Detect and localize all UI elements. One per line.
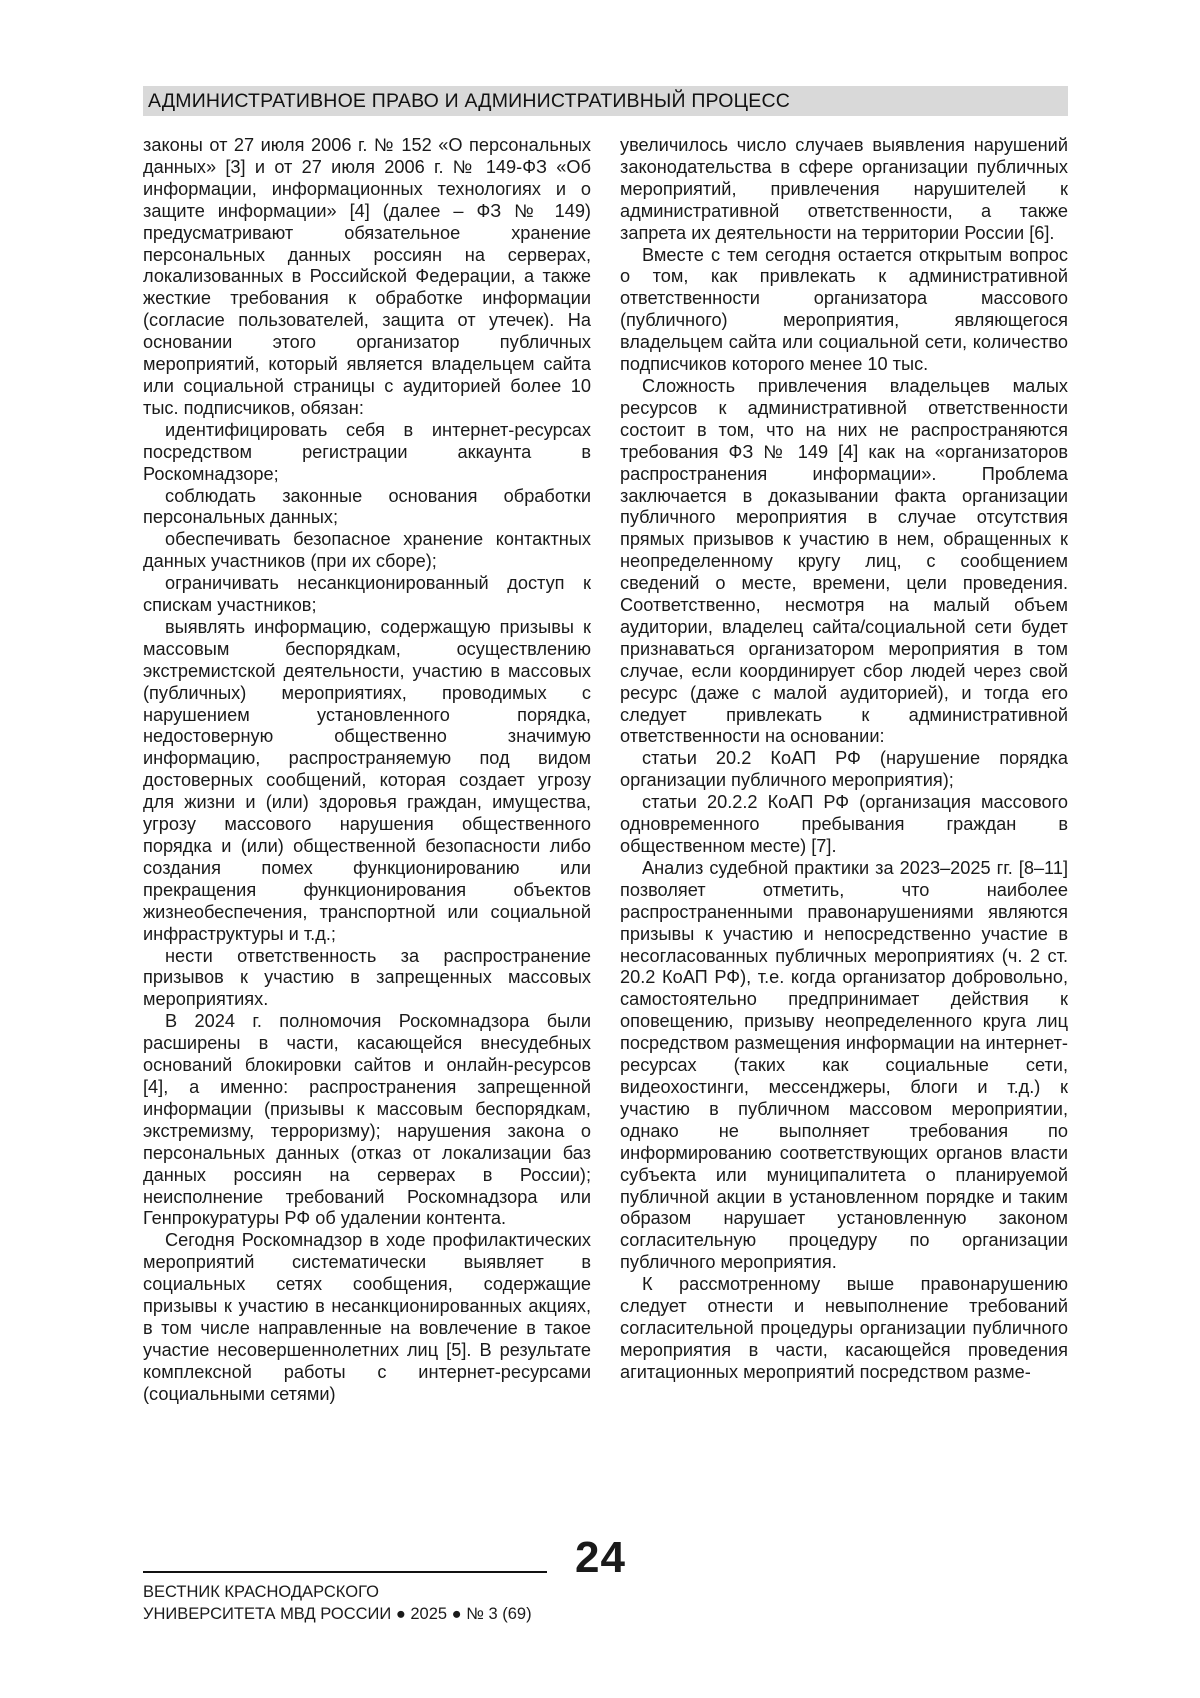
journal-footer: [143, 1581, 532, 1625]
paragraph: Вместе с тем сегодня остается открытым вопрос о том, как привлекать к административной ответственности организатора массового (публичного) мероприятия, являющегося владельцем сайта или социальной сети, количество подписчиков которого менее 10 тыс.: [620, 244, 1068, 375]
paragraph: Сегодня Роскомнадзор в ходе профилактических мероприятий систематически выявляет в социальных сетях сообщения, содержащие призывы к участию в несанкционированных акциях, в том числе направленные на вовлечение в такое участие несовершеннолетних лиц [5]. В результате комплексной работы с интернет-ресурсами (социальными сетями): [143, 1230, 591, 1404]
list-item: обеспечивать безопасное хранение контактных данных участников (при их сборе);: [143, 529, 591, 572]
paragraph: увеличилось число случаев выявления нарушений законодательства в сфере организации публичных мероприятий, привлечения нарушителей к административной ответственности, а также запрета их деятельности на территории России [6].: [620, 135, 1068, 243]
journal-title-line2: УНИВЕРСИТЕТА МВД РОССИИ ● 2025 ● № 3 (69): [143, 1605, 532, 1623]
paragraph: В 2024 г. полномочия Роскомнадзора были расширены в части, касающейся внесудебных оснований блокировки сайтов и онлайн-ресурсов [4], а именно: распространения запрещенной информации (призывы к массовым беспорядкам, экстремизму, терроризму); нарушения закона о персональных данных (отказ от локализации баз данных россиян на серверах в России); неисполнение требований Роскомнадзора или Генпрокуратуры РФ об удалении контента.: [143, 1011, 591, 1229]
journal-title-line1: ВЕСТНИК КРАСНОДАРСКОГО: [143, 1583, 379, 1601]
footer-divider: [143, 1571, 547, 1573]
paragraph: Анализ судебной практики за 2023–2025 гг. [8–11] позволяет отметить, что наиболее распространенными правонарушениями являются призывы к участию и непосредственно участие в несогласованных публичных мероприятиях (ч. 2 ст. 20.2 КоАП РФ), т.е. когда организатор добровольно, самостоятельно предпринимает действия к оповещению, призыву неопределенного круга лиц посредством размещения информации на интернет-ресурсах (таких как социальные сети, видеохостинги, мессенджеры, блоги и т.д.) к участию в публичном массовом мероприятии, однако не выполняет требования по информированию соответствующих органов власти субъекта или муниципалитета о планируемой публичной акции в установленном порядке и таким образом нарушает установленную законом согласительную процедуру по организации публичного мероприятия.: [620, 857, 1068, 1273]
list-item: статьи 20.2 КоАП РФ (нарушение порядка организации публичного мероприятия);: [620, 748, 1068, 791]
list-item: нести ответственность за распространение призывов к участию в запрещенных массовых мероприятиях.: [143, 945, 591, 1010]
list-item: соблюдать законные основания обработки персональных данных;: [143, 485, 591, 528]
list-item: выявлять информацию, содержащую призывы к массовым беспорядкам, осуществлению экстремистской деятельности, участию в массовых (публичных) мероприятиях, проводимых с нарушением установленного порядка, недостоверную общественно значимую информацию, распространяемую под видом достоверных сообщений, которая создает угрозу для жизни и (или) здоровья граждан, имущества, угрозу массового нарушения общественного порядка и (или) общественной безопасности либо создания помех функционированию или прекращения функционирования объектов жизнеобеспечения, транспортной или социальной инфраструктуры и т.д.;: [143, 616, 591, 944]
list-item: идентифицировать себя в интернет-ресурсах посредством регистрации аккаунта в Роскомнадзоре;: [143, 419, 591, 484]
list-item: статьи 20.2.2 КоАП РФ (организация массового одновременного пребывания граждан в общественном месте) [7].: [620, 792, 1068, 856]
right-column: [620, 135, 1068, 1384]
list-item: ограничивать несанкционированный доступ к спискам участников;: [143, 573, 591, 616]
section-title: АДМИНИСТРАТИВНОЕ ПРАВО И АДМИНИСТРАТИВНЫЙ ПРОЦЕСС: [148, 90, 791, 112]
left-column: [143, 135, 591, 1406]
paragraph: законы от 27 июля 2006 г. № 152 «О персональных данных» [3] и от 27 июля 2006 г. № 149-ФЗ «Об информации, информационных технологиях и о защите информации» [4] (далее – ФЗ № 149) предусматривают обязательное хранение персональных данных россиян на серверах, локализованных в Российской Федерации, а также жесткие требования к обработке информации (согласие пользователей, защита от утечек). На основании этого организатор публичных мероприятий, который является владельцем сайта или социальной страницы с аудиторией более 10 тыс. подписчиков, обязан:: [143, 135, 591, 418]
page-number: 24: [575, 1533, 626, 1582]
paragraph: К рассмотренному выше правонарушению следует отнести и невыполнение требований согласительной процедуры организации публичного мероприятия в части, касающейся проведения агитационных мероприятий посредством разме-: [620, 1274, 1068, 1382]
paragraph: Сложность привлечения владельцев малых ресурсов к административной ответственности состоит в том, что на них не распространяются требования ФЗ № 149 [4] как на «организаторов распространения информации». Проблема заключается в доказывании факта организации публичного мероприятия в случае отсутствия прямых призывов к участию в нем, обращенных к неопределенному кругу лиц, с сообщением сведений о месте, времени, цели проведения. Соответственно, несмотря на малый объем аудитории, владелец сайта/социальной сети будет признаваться организатором мероприятия в том случае, если координирует сбор людей через свой ресурс (даже с малой аудиторией), и тогда его следует привлекать к административной ответственности на основании:: [620, 375, 1068, 747]
